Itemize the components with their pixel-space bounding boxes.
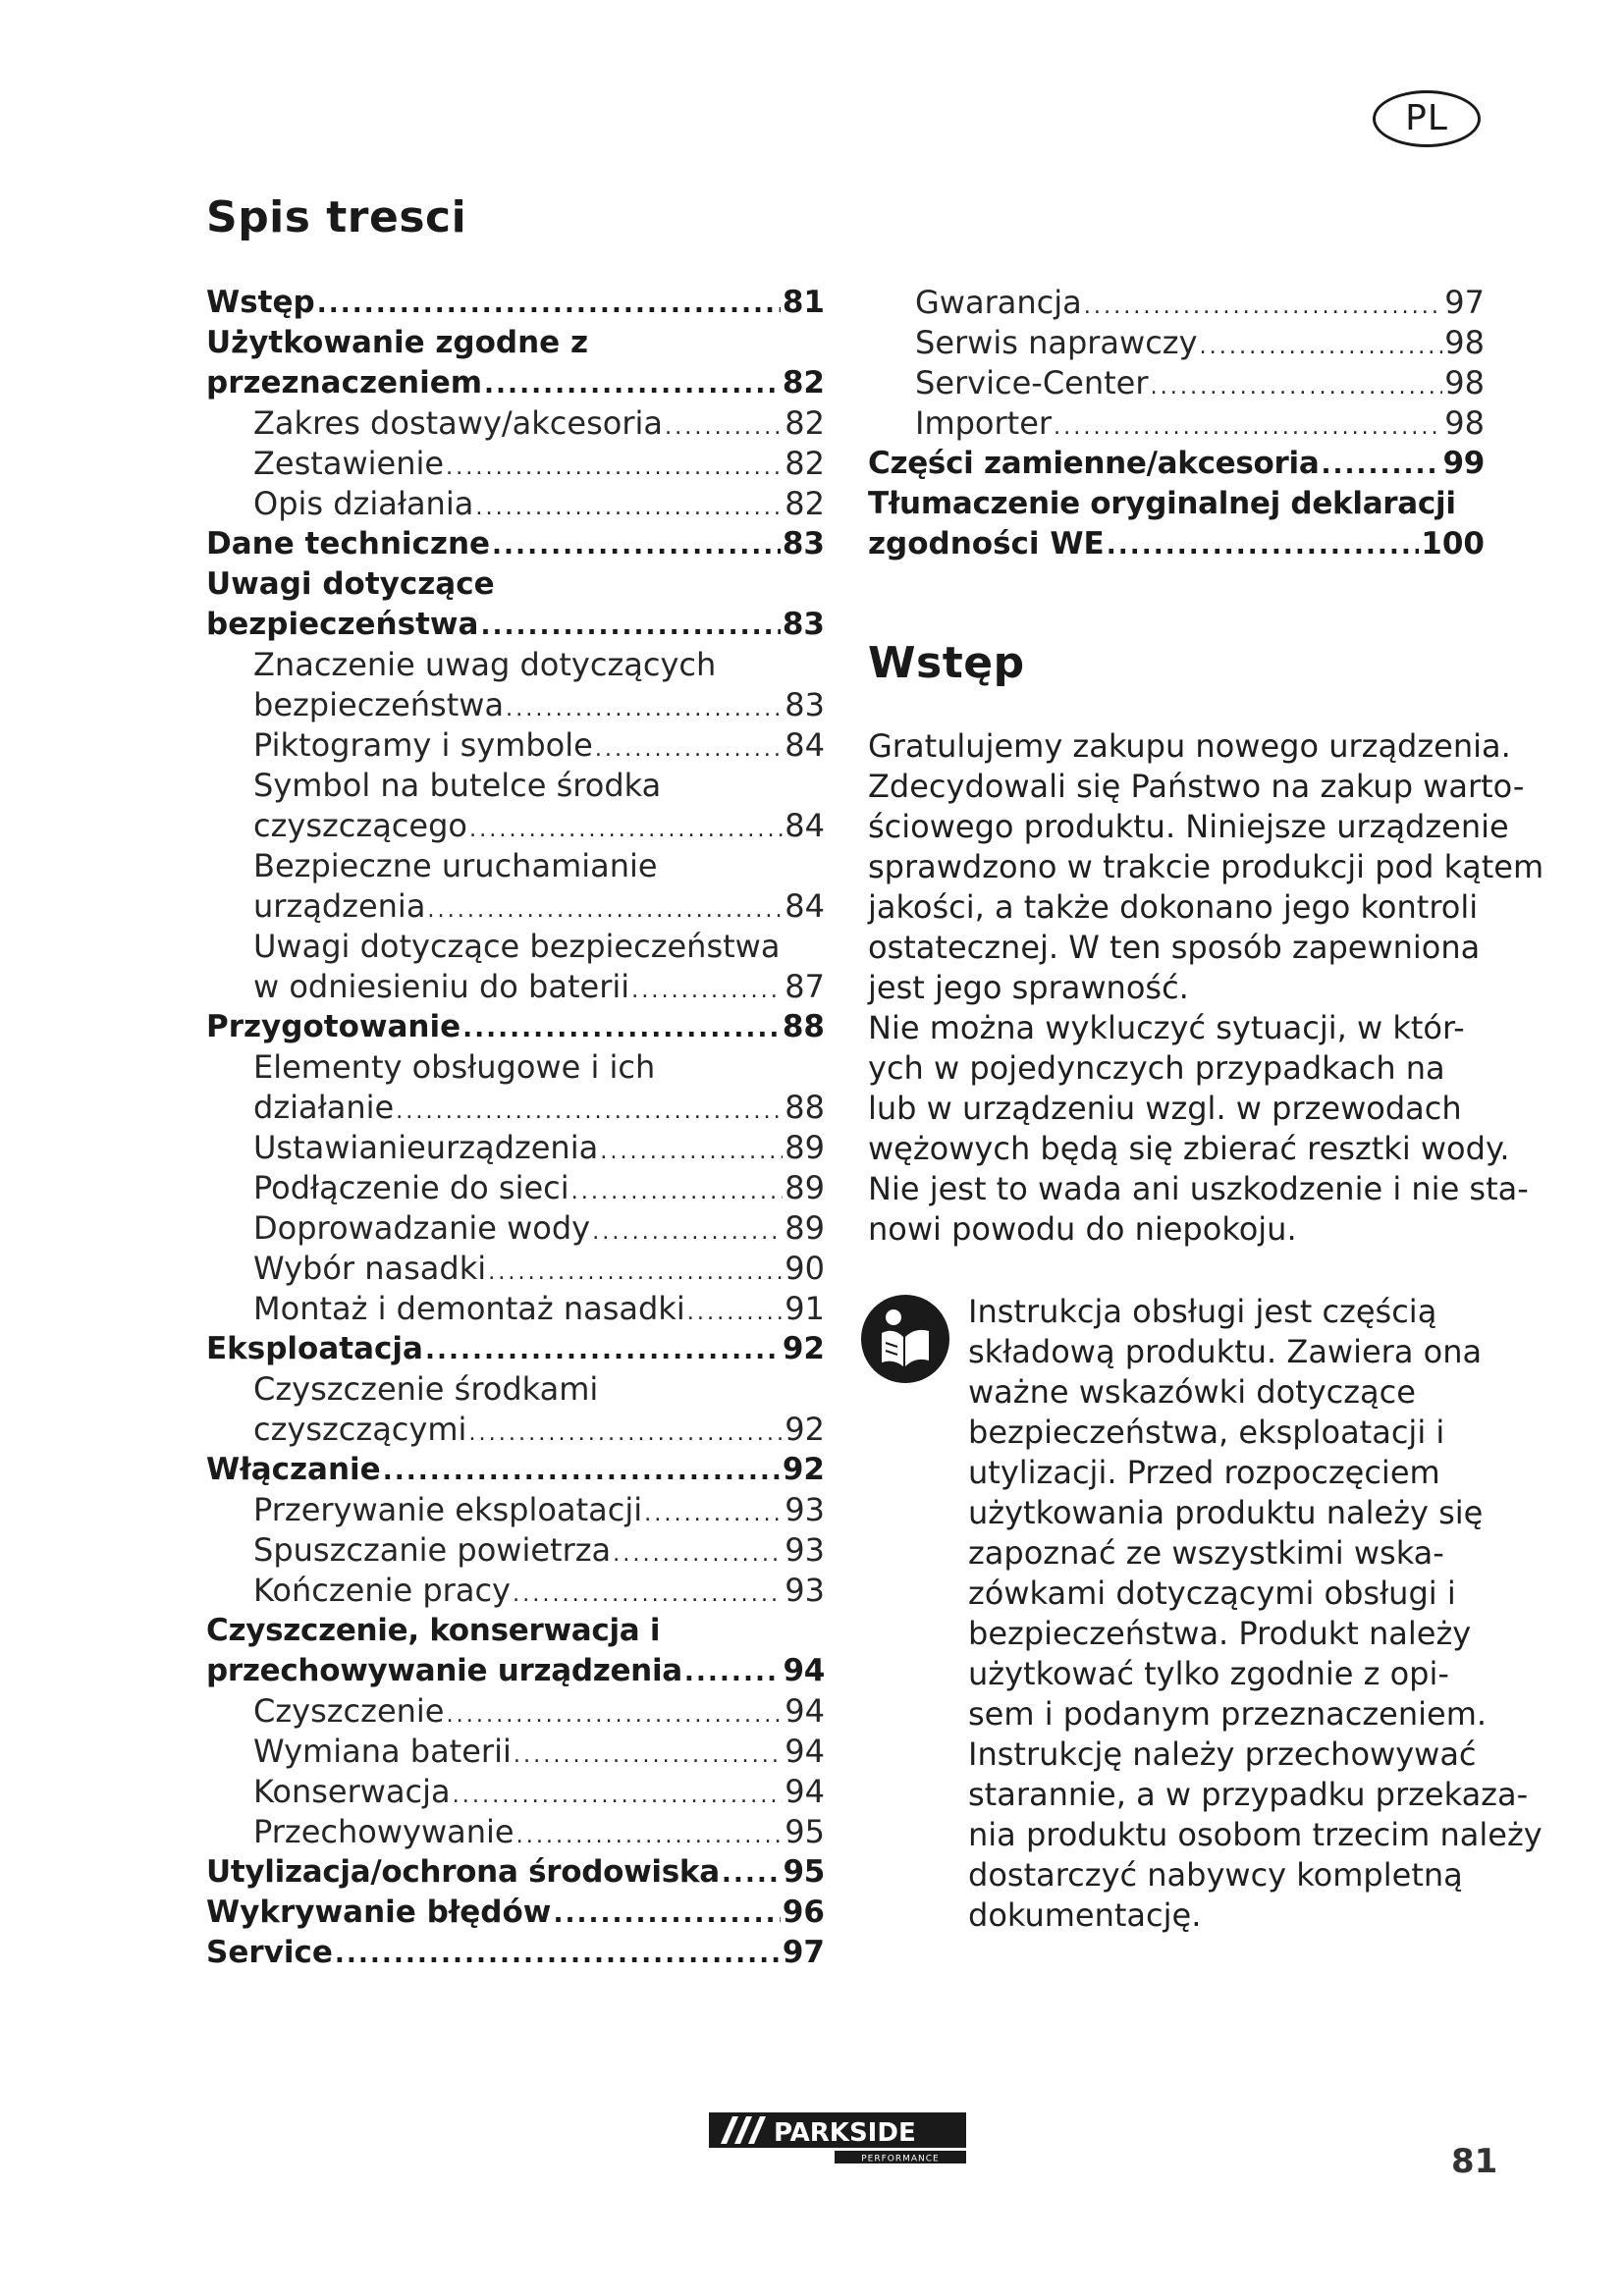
toc-entry xyxy=(206,1651,825,1691)
language-badge: PL xyxy=(1373,90,1481,147)
toc-entry-page: 95 xyxy=(783,1854,825,1890)
toc-entry-label: Konserwacja xyxy=(253,1773,451,1810)
toc-entry xyxy=(206,1732,825,1772)
toc-entry-label: czyszczącymi xyxy=(253,1411,467,1448)
intro-line: nowi powodu do niepokoju. xyxy=(868,1210,1297,1248)
manual-note xyxy=(968,1292,1543,1936)
toc-entry-page: 88 xyxy=(782,1009,825,1044)
toc-entry xyxy=(206,886,825,927)
toc-entry-label: Zakres dostawy/akcesoria xyxy=(253,404,663,442)
note-line: dostarczyć nabywcy kompletną xyxy=(968,1856,1463,1894)
toc-entry-page: 98 xyxy=(1444,324,1485,361)
toc-entry-label: Uwagi dotyczące bezpieczeństwa xyxy=(253,928,781,965)
intro-paragraph xyxy=(868,726,1543,1250)
toc-leader-dots xyxy=(592,1212,783,1253)
toc-entry xyxy=(206,766,825,806)
toc-entry xyxy=(206,846,825,886)
toc-entry-label: Części zamienne/akcesoria xyxy=(868,446,1320,481)
toc-entry-label: Importer xyxy=(915,404,1053,442)
toc-entry-label: Opis działania xyxy=(253,485,474,522)
toc-entry-page: 82 xyxy=(785,404,825,442)
toc-entry-label: Znaczenie uwag dotyczących xyxy=(253,646,717,683)
toc-leader-dots xyxy=(553,1895,780,1935)
toc-leader-dots xyxy=(1107,526,1420,566)
toc-entry-label: Czyszczenie, konserwacja i xyxy=(206,1613,661,1648)
intro-line: wężowych będą się zbierać resztki wody. xyxy=(868,1130,1510,1167)
toc-entry xyxy=(206,725,825,766)
toc-entry xyxy=(206,1128,825,1168)
toc-leader-dots xyxy=(516,1816,784,1856)
toc-entry-page: 98 xyxy=(1444,404,1485,442)
toc-entry-page: 96 xyxy=(782,1895,825,1930)
toc-leader-dots xyxy=(469,810,783,850)
toc-leader-dots xyxy=(684,1653,782,1693)
toc-entry xyxy=(206,1208,825,1249)
note-line: dokumentację. xyxy=(968,1896,1202,1934)
page-number: 81 xyxy=(1451,2142,1498,2181)
toc-entry-label: czyszczącego xyxy=(253,807,467,844)
note-line: bezpieczeństwa. Produkt należy xyxy=(968,1615,1472,1652)
note-line: nia produktu osobom trzecim należy xyxy=(968,1816,1543,1853)
toc-entry xyxy=(206,1007,825,1047)
toc-entry-page: 93 xyxy=(785,1572,825,1609)
toc-entry-label: Użytkowanie zgodne z xyxy=(206,325,589,360)
toc-entry-label: bezpieczeństwa xyxy=(253,686,505,723)
toc-leader-dots xyxy=(506,689,783,729)
toc-entry-page: 83 xyxy=(785,686,825,723)
toc-entry-page: 89 xyxy=(785,1129,825,1166)
toc-entry-label: Dane techniczne xyxy=(206,526,491,561)
intro-line: lub w urządzeniu wzgl. w przewodach xyxy=(868,1090,1462,1127)
toc-leader-dots xyxy=(446,448,783,488)
toc-leader-dots xyxy=(488,1253,783,1293)
toc-entry-label: przechowywanie urządzenia xyxy=(206,1653,682,1688)
toc-entry-label: Service xyxy=(206,1935,333,1970)
toc-entry xyxy=(206,1933,825,1973)
note-line: utylizacji. Przed rozpoczęciem xyxy=(968,1454,1440,1491)
toc-entry xyxy=(206,1772,825,1812)
toc-entry-label: urządzenia xyxy=(253,887,426,925)
toc-entry-page: 83 xyxy=(782,526,825,561)
toc-entry-label: Kończenie pracy xyxy=(253,1572,511,1609)
toc-leader-dots xyxy=(644,1494,783,1534)
toc-entry xyxy=(206,967,825,1007)
toc-entry-label: działanie xyxy=(253,1089,395,1126)
toc-entry-label: Zestawienie xyxy=(253,445,445,482)
toc-entry xyxy=(206,1852,825,1893)
toc-leader-dots xyxy=(613,1534,783,1575)
toc-entry-label: Włączanie xyxy=(206,1452,381,1487)
toc-left-column xyxy=(206,283,825,1973)
toc-entry xyxy=(206,484,825,524)
toc-entry-page: 84 xyxy=(785,807,825,844)
toc-entry-page: 81 xyxy=(782,285,825,320)
toc-entry xyxy=(206,927,825,967)
toc-entry-label: Czyszczenie xyxy=(253,1692,445,1730)
note-line: składową produktu. Zawiera ona xyxy=(968,1333,1483,1370)
note-line: zówkami dotyczącymi obsługi i xyxy=(968,1575,1456,1612)
toc-entry-label: Doprowadzanie wody xyxy=(253,1209,591,1247)
toc-entry xyxy=(206,363,825,403)
toc-entry-page: 82 xyxy=(782,365,825,400)
toc-leader-dots xyxy=(631,971,783,1011)
brand-sub-text: PERFORMANCE xyxy=(861,2154,940,2163)
toc-entry xyxy=(206,323,825,363)
toc-entry-page: 92 xyxy=(782,1331,825,1366)
toc-entry-label: Piktogramy i symbole xyxy=(253,726,593,764)
toc-entry xyxy=(868,444,1485,484)
toc-entry-page: 94 xyxy=(783,1653,825,1688)
note-line: Instrukcję należy przechowywać xyxy=(968,1735,1477,1773)
toc-leader-dots xyxy=(1200,327,1443,367)
toc-leader-dots xyxy=(427,890,783,931)
toc-entry xyxy=(206,403,825,444)
note-line: użytkowania produktu należy się xyxy=(968,1494,1484,1531)
parkside-logo xyxy=(709,2112,966,2163)
toc-entry-label: Przygotowanie xyxy=(206,1009,461,1044)
toc-entry-label: Spuszczanie powietrza xyxy=(253,1531,612,1569)
intro-heading: Wstęp xyxy=(868,638,1025,688)
toc-entry-label: Bezpieczne uruchamianie xyxy=(253,847,658,884)
intro-line: Nie można wykluczyć sytuacji, w któr- xyxy=(868,1009,1465,1046)
toc-entry xyxy=(206,1369,825,1410)
toc-entry-label: Wstęp xyxy=(206,285,315,320)
toc-title: Spis tresci xyxy=(206,192,467,242)
toc-right-column xyxy=(868,283,1485,564)
toc-leader-dots xyxy=(571,1172,784,1212)
toc-leader-dots xyxy=(1084,287,1443,327)
toc-entry xyxy=(206,1893,825,1933)
toc-entry xyxy=(868,403,1485,444)
toc-entry-page: 88 xyxy=(785,1089,825,1126)
toc-entry-page: 92 xyxy=(782,1452,825,1487)
toc-entry-label: Wybór nasadki xyxy=(253,1250,487,1287)
toc-entry xyxy=(868,283,1485,323)
toc-entry-page: 94 xyxy=(785,1692,825,1730)
toc-entry-page: 97 xyxy=(782,1935,825,1970)
toc-entry xyxy=(206,1490,825,1530)
intro-line: Gratulujemy zakupu nowego urządzenia. xyxy=(868,727,1511,765)
toc-entry xyxy=(206,283,825,323)
toc-leader-dots xyxy=(335,1935,781,1975)
toc-entry xyxy=(206,645,825,685)
toc-leader-dots xyxy=(600,1132,783,1172)
toc-leader-dots xyxy=(462,1009,781,1049)
toc-entry-page: 84 xyxy=(785,887,825,925)
toc-entry xyxy=(206,1289,825,1329)
toc-leader-dots xyxy=(492,526,781,566)
note-line: ważne wskazówki dotyczące xyxy=(968,1373,1416,1411)
toc-entry-page: 100 xyxy=(1421,526,1485,561)
note-line: starannie, a w przypadku przekaza- xyxy=(968,1776,1529,1813)
read-manual-icon xyxy=(860,1294,950,1384)
toc-entry xyxy=(206,1088,825,1128)
toc-entry-label: przeznaczeniem xyxy=(206,365,483,400)
toc-entry-page: 89 xyxy=(785,1209,825,1247)
intro-line: ściowego produktu. Niniejsze urządzenie xyxy=(868,808,1509,845)
toc-entry-label: Elementy obsługowe i ich xyxy=(253,1048,656,1086)
toc-entry xyxy=(206,685,825,725)
toc-entry-label: bezpieczeństwa xyxy=(206,607,479,642)
toc-entry-label: Czyszczenie środkami xyxy=(253,1370,599,1408)
intro-line: ostatecznej. W ten sposób zapewniona xyxy=(868,929,1481,966)
toc-entry-page: 95 xyxy=(785,1813,825,1850)
toc-entry xyxy=(206,1249,825,1289)
toc-leader-dots xyxy=(1054,407,1442,448)
toc-entry-page: 97 xyxy=(1444,284,1485,321)
toc-leader-dots xyxy=(468,1414,783,1454)
intro-line: sprawdzono w trakcie produkcji pod kątem xyxy=(868,848,1544,885)
intro-line: Zdecydowali się Państwo na zakup warto- xyxy=(868,768,1525,805)
toc-entry-label: Ustawianieurządzenia xyxy=(253,1129,599,1166)
toc-entry-label: Przechowywanie xyxy=(253,1813,514,1850)
toc-entry-page: 82 xyxy=(785,485,825,522)
intro-line: jest jego sprawność. xyxy=(868,969,1189,1006)
toc-leader-dots xyxy=(1321,446,1440,486)
toc-entry xyxy=(206,1047,825,1088)
toc-entry-page: 84 xyxy=(785,726,825,764)
toc-entry-page: 91 xyxy=(785,1290,825,1327)
toc-entry xyxy=(206,1691,825,1732)
intro-line: jakości, a także dokonano jego kontroli xyxy=(868,888,1479,926)
toc-leader-dots xyxy=(480,607,780,647)
toc-leader-dots xyxy=(425,1331,781,1371)
note-line: Instrukcja obsługi jest częścią xyxy=(968,1293,1437,1330)
toc-entry xyxy=(206,1329,825,1369)
toc-entry-label: Montaż i demontaż nasadki xyxy=(253,1290,685,1327)
toc-entry-label: Utylizacja/ochrona środowiska xyxy=(206,1854,720,1890)
toc-entry xyxy=(206,524,825,564)
toc-leader-dots xyxy=(453,1776,784,1816)
toc-entry-label: Gwarancja xyxy=(915,284,1082,321)
toc-entry xyxy=(206,605,825,645)
note-line: bezpieczeństwa, eksploatacji i xyxy=(968,1414,1445,1451)
toc-entry-label: Symbol na butelce środka xyxy=(253,767,662,804)
toc-leader-dots xyxy=(687,1293,784,1333)
toc-leader-dots xyxy=(513,1575,783,1615)
toc-entry xyxy=(868,363,1485,403)
toc-leader-dots xyxy=(317,285,781,325)
toc-leader-dots xyxy=(484,365,781,405)
toc-entry-label: zgodności WE xyxy=(868,526,1105,561)
toc-entry-page: 92 xyxy=(785,1411,825,1448)
toc-leader-dots xyxy=(595,729,783,770)
toc-leader-dots xyxy=(1151,367,1443,407)
toc-entry xyxy=(206,1410,825,1450)
toc-leader-dots xyxy=(396,1092,783,1132)
toc-entry xyxy=(206,1571,825,1611)
toc-leader-dots xyxy=(514,1735,783,1776)
toc-entry-page: 99 xyxy=(1442,446,1485,481)
toc-entry-label: Wykrywanie błędów xyxy=(206,1895,552,1930)
brand-text: PARKSIDE xyxy=(774,2118,916,2148)
toc-entry-label: w odniesieniu do baterii xyxy=(253,968,630,1005)
toc-entry-page: 93 xyxy=(785,1531,825,1569)
toc-entry xyxy=(868,484,1485,524)
toc-leader-dots xyxy=(665,407,783,448)
toc-entry-page: 93 xyxy=(785,1491,825,1528)
toc-entry xyxy=(206,564,825,605)
toc-entry-page: 87 xyxy=(785,968,825,1005)
toc-entry xyxy=(206,1530,825,1571)
toc-entry xyxy=(868,323,1485,363)
toc-entry xyxy=(206,1450,825,1490)
toc-entry xyxy=(206,444,825,484)
toc-entry-label: Przerywanie eksploatacji xyxy=(253,1491,643,1528)
toc-entry-page: 94 xyxy=(785,1733,825,1770)
toc-entry-page: 94 xyxy=(785,1773,825,1810)
intro-line: ych w pojedynczych przypadkach na xyxy=(868,1049,1445,1087)
toc-entry-label: Tłumaczenie oryginalnej deklaracji xyxy=(868,486,1456,521)
toc-entry xyxy=(206,1812,825,1852)
toc-entry-label: Wymiana baterii xyxy=(253,1733,512,1770)
toc-leader-dots xyxy=(383,1452,781,1492)
toc-entry xyxy=(206,1611,825,1651)
note-line: użytkować tylko zgodnie z opi- xyxy=(968,1655,1449,1692)
toc-entry-label: Uwagi dotyczące xyxy=(206,566,495,602)
toc-leader-dots xyxy=(475,488,783,528)
toc-entry-page: 83 xyxy=(782,607,825,642)
toc-entry-page: 98 xyxy=(1444,364,1485,401)
toc-entry-page: 82 xyxy=(785,445,825,482)
toc-entry xyxy=(206,806,825,846)
toc-entry-page: 90 xyxy=(785,1250,825,1287)
note-line: zapoznać ze wszystkimi wska- xyxy=(968,1534,1444,1572)
toc-entry-label: Podłączenie do sieci xyxy=(253,1169,569,1206)
toc-entry-label: Service-Center xyxy=(915,364,1149,401)
intro-line: Nie jest to wada ani uszkodzenie i nie sta- xyxy=(868,1170,1529,1207)
note-line: sem i podanym przeznaczeniem. xyxy=(968,1695,1488,1733)
toc-entry xyxy=(868,524,1485,564)
toc-leader-dots xyxy=(446,1695,783,1735)
toc-entry-label: Serwis naprawczy xyxy=(915,324,1198,361)
toc-entry xyxy=(206,1168,825,1208)
toc-entry-label: Eksploatacja xyxy=(206,1331,423,1366)
toc-entry-page: 89 xyxy=(785,1169,825,1206)
toc-leader-dots xyxy=(722,1854,782,1895)
